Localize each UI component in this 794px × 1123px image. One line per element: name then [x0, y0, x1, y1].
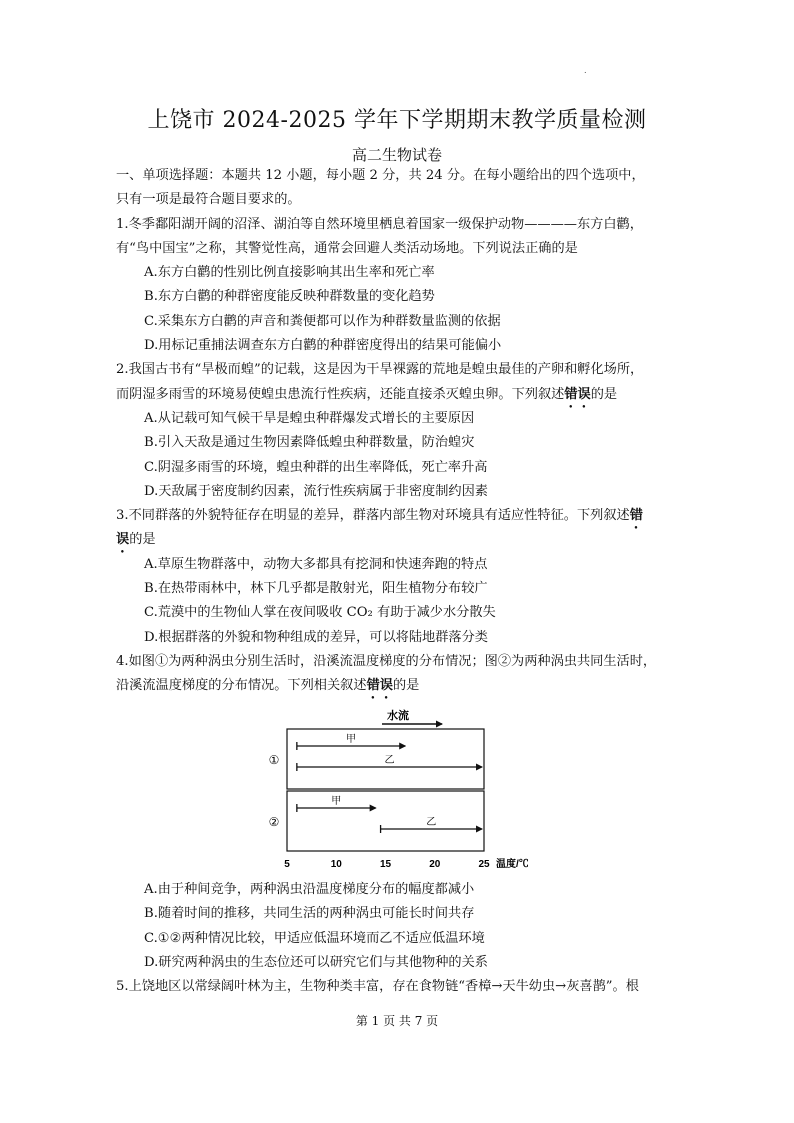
q3-stem-line1	[116, 504, 676, 528]
section-instruction-line1: 一、单项选择题：本题共 12 小题，每小题 2 分，共 24 分。在每小题给出的四个选项中，	[116, 168, 645, 183]
q2-option-c: C.阴湿多雨雪的环境，蝗虫种群的出生率降低，死亡率升高	[144, 459, 488, 475]
panel-2-label: ②	[268, 815, 280, 829]
q1-option-d: D.用标记重捕法调查东方白鹳的种群密度得出的结果可能偏小	[144, 338, 502, 354]
q2-stem-line2-end: 的是	[590, 386, 618, 402]
q2-option-b: B.引入天敌是通过生物因素降低蝗虫种群数量，防治蝗灾	[144, 435, 475, 451]
q4-stem-line1: 4.如图①为两种涡虫分别生活时，沿溪流温度梯度的分布情况；图②为两种涡虫共同生活时，	[116, 653, 657, 669]
q3-stem-line1-text: 3.不同群落的外貌特征存在明显的差异，群落内部生物对环境具有适应性特征。下列叙述	[116, 508, 630, 524]
panel-1-series-label-2: 乙	[384, 755, 395, 766]
q2-emphasis-wrong: 错误	[564, 386, 591, 402]
x-tick-label-10: 10	[330, 859, 342, 870]
q2-option-a: A.从记载可知气候干旱是蝗虫种群爆发式增长的主要原因	[144, 410, 475, 426]
q4-option-a: A.由于种间竞争，两种涡虫沿温度梯度分布的幅度都减小	[144, 882, 475, 897]
q1-option-a: A.东方白鹳的性别比例直接影响其出生率和死亡率	[144, 265, 435, 281]
panel-2-frame	[287, 791, 484, 851]
q3-emphasis-wrong-2: 误	[116, 532, 130, 548]
stray-dot: .	[584, 66, 587, 75]
x-axis-label: 温度/℃	[496, 859, 529, 870]
q3-option-c: C.荒漠中的生物仙人掌在夜间吸收 CO₂ 有助于减少水分散失	[144, 605, 496, 621]
q3-stem-line2	[116, 528, 676, 552]
q4-emphasis-wrong: 错误	[366, 678, 393, 694]
x-tick-label-15: 15	[379, 859, 392, 870]
flow-label: 水流	[387, 710, 409, 722]
page-footer: 第 1 页 共 7 页	[355, 1014, 439, 1028]
exam-title: 上饶市 2024-2025 学年下学期期末教学质量检测	[147, 108, 647, 133]
q1-option-b: B.东方白鹳的种群密度能反映种群数量的变化趋势	[144, 289, 435, 305]
questions-block-bottom	[116, 878, 676, 999]
q4-stem-line2	[116, 674, 676, 698]
q2-stem-line2	[116, 383, 676, 407]
q3-option-a: A.草原生物群落中，动物大多都具有挖洞和快速奔跑的特点	[144, 556, 488, 572]
x-tick-label-5: 5	[284, 859, 290, 870]
q1-option-c: C.采集东方白鹳的声音和粪便都可以作为种群数量监测的依据	[144, 313, 501, 329]
q2-stem-line2-text: 而阴湿多雨雪的环境易使蝗虫患流行性疾病，还能直接杀灭蝗虫卵。下列叙述	[116, 386, 565, 402]
q5-stem-line1: 5.上饶地区以常绿阔叶林为主，生物种类丰富，存在食物链“香樟→天牛幼虫→灰喜鹊”。根	[116, 979, 639, 995]
panel-2-series-label-2: 乙	[426, 817, 437, 828]
q2-stem-line1: 2.我国古书有“旱极而蝗”的记载，这是因为干旱裸露的荒地是蝗虫最佳的产卵和孵化场所，	[116, 362, 644, 378]
q3-stem-line2-end: 的是	[129, 532, 156, 548]
x-tick-label-20: 20	[429, 859, 441, 870]
q2-option-d: D.天敌属于密度制约因素，流行性疾病属于非密度制约因素	[144, 483, 488, 499]
q4-stem-line2-text: 沿溪流温度梯度的分布情况。下列相关叙述	[116, 678, 367, 694]
questions-block-top	[116, 164, 676, 699]
flatworm-distribution-figure	[256, 702, 546, 872]
section-instruction-line2: 只有一项是最符合题目要求的。	[116, 192, 301, 208]
q3-option-d: D.根据群落的外貌和物种组成的差异，可以将陆地群落分类	[144, 629, 488, 645]
q4-option-b: B.随着时间的推移，共同生活的两种涡虫可能长时间共存	[144, 906, 475, 922]
panel-1-label: ①	[268, 753, 280, 767]
exam-subtitle: 高二生物试卷	[351, 146, 442, 164]
q1-stem-line1: 1.冬季鄱阳湖开阔的沼泽、湖泊等自然环境里栖息着国家一级保护动物————东方白鹳，	[116, 216, 643, 232]
x-tick-label-25: 25	[478, 859, 490, 870]
q4-stem-line2-end: 的是	[392, 678, 420, 694]
panel-2-series-label-1: 甲	[331, 796, 342, 807]
q1-stem-line2: 有“鸟中国宝”之称，其警觉性高，通常会回避人类活动场地。下列说法正确的是	[116, 240, 578, 256]
panel-1-series-label-1: 甲	[346, 734, 357, 745]
q3-option-b: B.在热带雨林中，林下几乎都是散射光，阳生植物分布较广	[144, 581, 488, 597]
q4-option-d: D.研究两种涡虫的生态位还可以研究它们与其他物种的关系	[144, 954, 488, 970]
q4-option-c: C.①②两种情况比较，甲适应低温环境而乙不适应低温环境	[144, 930, 485, 946]
q3-emphasis-wrong-1: 错	[629, 508, 643, 524]
